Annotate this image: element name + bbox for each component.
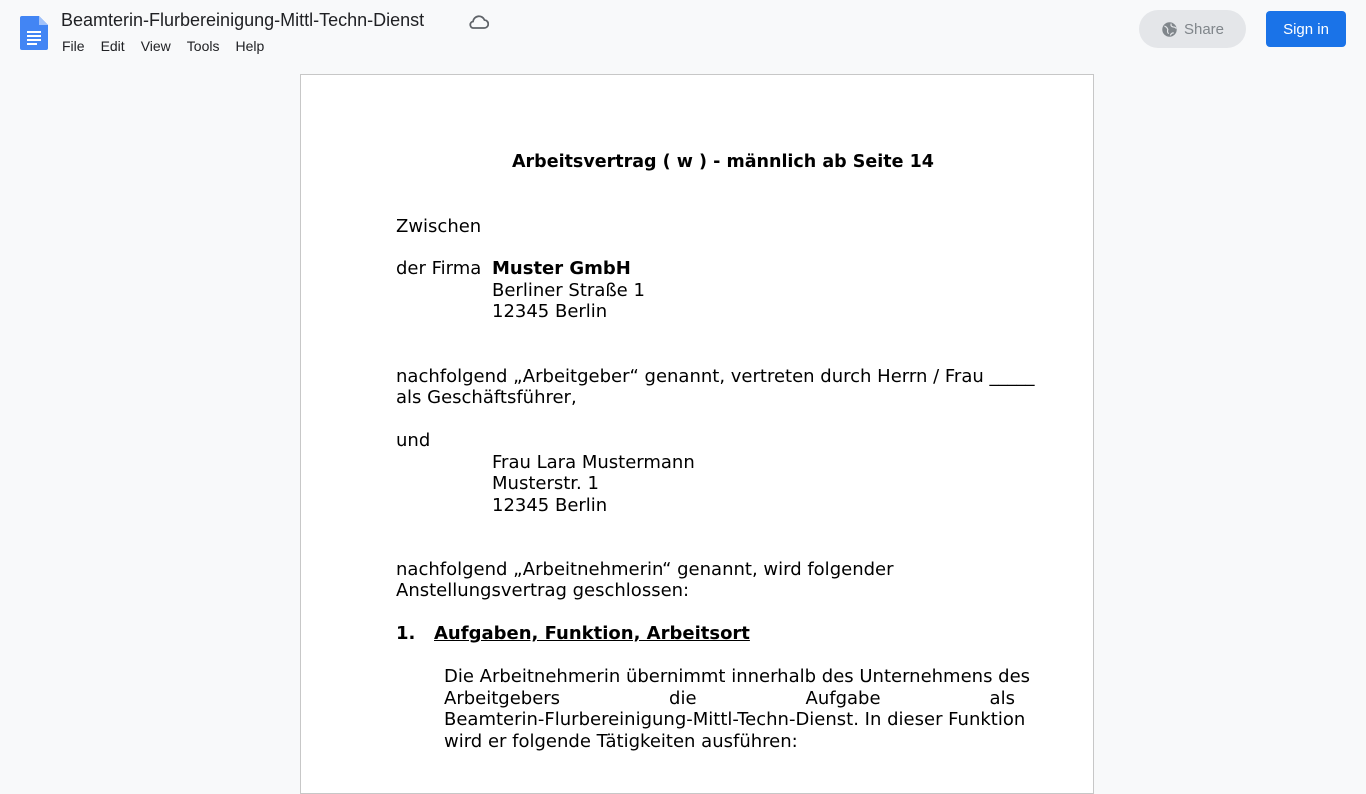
menu-file[interactable]: File bbox=[62, 38, 85, 54]
paragraph-1-line-4: wird er folgende Tätigkeiten ausführen: bbox=[444, 731, 798, 752]
paragraph-1-line-3: Beamterin-Flurbereinigung-Mittl-Techn-Dienst. In dieser Funktion bbox=[444, 709, 1026, 730]
cloud-saved-icon[interactable] bbox=[467, 12, 489, 32]
employee-city: 12345 Berlin bbox=[492, 495, 608, 516]
text-der-firma: der Firma bbox=[396, 258, 482, 279]
company-street: Berliner Straße 1 bbox=[492, 280, 645, 301]
employer-line-2: als Geschäftsführer, bbox=[396, 387, 577, 408]
word: als bbox=[989, 688, 1015, 709]
company-city: 12345 Berlin bbox=[492, 301, 608, 322]
menu-tools[interactable]: Tools bbox=[186, 38, 220, 54]
top-bar bbox=[0, 0, 1366, 64]
sign-in-button[interactable]: Sign in bbox=[1266, 11, 1346, 47]
section-1-number: 1. bbox=[396, 623, 416, 644]
text-und: und bbox=[396, 430, 431, 451]
share-label: Share bbox=[1183, 20, 1225, 38]
employee-line-1: nachfolgend „Arbeitnehmerin“ genannt, wird folgender bbox=[396, 559, 894, 580]
document-page[interactable] bbox=[300, 74, 1094, 794]
word: Arbeitgebers bbox=[444, 688, 561, 709]
docs-logo-icon[interactable] bbox=[20, 16, 48, 50]
employer-line-1: nachfolgend „Arbeitgeber“ genannt, vertreten durch Herrn / Frau _____ bbox=[396, 366, 1035, 387]
menu-view[interactable]: View bbox=[140, 38, 171, 54]
share-button[interactable] bbox=[1139, 10, 1246, 48]
document-heading: Arbeitsvertrag ( w ) - männlich ab Seite 14 bbox=[512, 152, 934, 172]
employee-line-2: Anstellungsvertrag geschlossen: bbox=[396, 580, 690, 601]
menu-edit[interactable]: Edit bbox=[100, 38, 125, 54]
text-zwischen: Zwischen bbox=[396, 216, 482, 237]
menu-bar bbox=[54, 36, 272, 58]
paragraph-1-line-2 bbox=[444, 688, 1015, 710]
employee-name: Frau Lara Mustermann bbox=[492, 452, 695, 473]
globe-icon bbox=[1161, 21, 1178, 38]
word: die bbox=[669, 688, 697, 709]
word: Aufgabe bbox=[805, 688, 881, 709]
paragraph-1-line-1: Die Arbeitnehmerin übernimmt innerhalb des Unternehmens des bbox=[444, 666, 1031, 687]
company-name: Muster GmbH bbox=[492, 258, 631, 279]
document-title[interactable]: Beamterin-Flurbereinigung-Mittl-Techn-Dienst bbox=[61, 10, 425, 30]
employee-street: Musterstr. 1 bbox=[492, 473, 599, 494]
menu-help[interactable]: Help bbox=[235, 38, 265, 54]
section-1-title: Aufgaben, Funktion, Arbeitsort bbox=[434, 623, 750, 644]
